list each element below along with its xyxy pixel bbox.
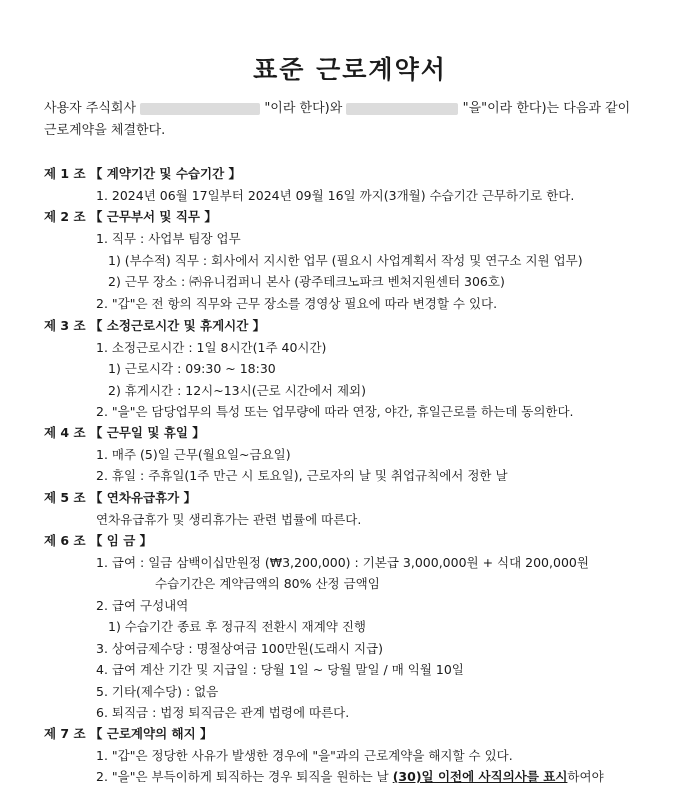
article-6-item-4: 4. 급여 계산 기간 및 지급일 : 당월 1일 ~ 당월 말일 / 매 익월 10일	[96, 662, 464, 677]
article-6-item-2-1: 1) 수습기간 종료 후 정규직 전환시 재계약 진행	[108, 619, 366, 634]
article-7-heading: 제 7 조 【 근로계약의 해지 】	[44, 726, 213, 741]
article-6-item-6: 6. 퇴직금 : 법정 퇴직금은 관계 법령에 따른다.	[96, 705, 350, 720]
article-6-item-1: 1. 급여 : 일금 삼백이십만원정 (₩3,200,000) : 기본급 3,000,000원 + 식대 200,000원	[96, 555, 589, 570]
intro-text-1: 사용자 주식회사	[44, 101, 137, 116]
article-3-item-1: 1. 소정근로시간 : 1일 8시간(1주 40시간)	[96, 340, 327, 355]
article-5-heading: 제 5 조 【 연차유급휴가 】	[44, 490, 197, 505]
article-2-item-1-1: 1) (부수적) 직무 : 회사에서 지시한 업무 (필요시 사업계획서 작성 및 연구소 지원 업무)	[108, 253, 583, 268]
article-7-item-2: 2. "을"은 부득이하게 퇴직하는 경우 퇴직을 원하는 날 (30)일 이전에 사직의사를 표시하여야	[96, 769, 604, 784]
article-3-item-1-2: 2) 휴게시간 : 12시~13시(근로 시간에서 제외)	[108, 383, 366, 398]
article-6-item-1-note: 수습기간은 계약금액의 80% 산정 금액임	[155, 576, 380, 591]
article-5-text: 연차유급휴가 및 생리휴가는 관련 법률에 따른다.	[96, 512, 362, 527]
article-3-item-2: 2. "을"은 담당업무의 특성 또는 업무량에 따라 연장, 야간, 휴일근로를 하는데 동의한다.	[96, 404, 574, 419]
article-2-heading: 제 2 조 【 근무부서 및 직무 】	[44, 209, 217, 224]
article-7-item-1: 1. "갑"은 정당한 사유가 발생한 경우에 "을"과의 근로계약을 해지할 수 있다.	[96, 748, 513, 763]
article-6-item-3: 3. 상여금제수당 : 명절상여금 100만원(도래시 지급)	[96, 641, 383, 656]
article-4-heading: 제 4 조 【 근무일 및 휴일 】	[44, 425, 205, 440]
article-6-item-2: 2. 급여 구성내역	[96, 598, 189, 613]
intro-text-3: "을"이라 한다)는 다음과 같이	[462, 101, 631, 116]
document-title: 표준 근로계약서	[253, 55, 447, 84]
article-2-item-2: 2. "갑"은 전 항의 직무와 근무 장소를 경영상 필요에 따라 변경할 수 있다.	[96, 296, 498, 311]
article-4-item-1: 1. 매주 (5)일 근무(월요일~금요일)	[96, 447, 291, 462]
redacted-company-name	[140, 103, 260, 115]
intro-text-2: "이라 한다)와	[264, 101, 343, 116]
article-2-item-1-2: 2) 근무 장소 : ㈜유니컴퍼니 본사 (광주테크노파크 벤처지원센터 306호)	[108, 274, 505, 289]
intro-line-2: 근로계약을 체결한다.	[44, 123, 166, 138]
article-2-item-1: 1. 직무 : 사업부 팀장 업무	[96, 231, 241, 246]
article-3-heading: 제 3 조 【 소정근로시간 및 휴게시간 】	[44, 318, 266, 333]
article-1-heading: 제 1 조 【 계약기간 및 수습기간 】	[44, 166, 242, 181]
article-6-item-5: 5. 기타(제수당) : 없음	[96, 684, 219, 699]
intro-paragraph	[44, 98, 674, 142]
article-6-heading: 제 6 조 【 임 금 】	[44, 533, 153, 548]
article-1-item-1: 1. 2024년 06월 17일부터 2024년 09월 16일 까지(3개월) 수습기간 근무하기로 한다.	[96, 188, 575, 203]
article-4-item-2: 2. 휴일 : 주휴일(1주 만근 시 토요일), 근로자의 날 및 취업규칙에서 정한 날	[96, 468, 508, 483]
redacted-employee-name	[346, 103, 458, 115]
resignation-notice-emphasis: (30)일 이전에 사직의사를 표시	[392, 769, 568, 784]
article-3-item-1-1: 1) 근로시각 : 09:30 ~ 18:30	[108, 361, 276, 376]
